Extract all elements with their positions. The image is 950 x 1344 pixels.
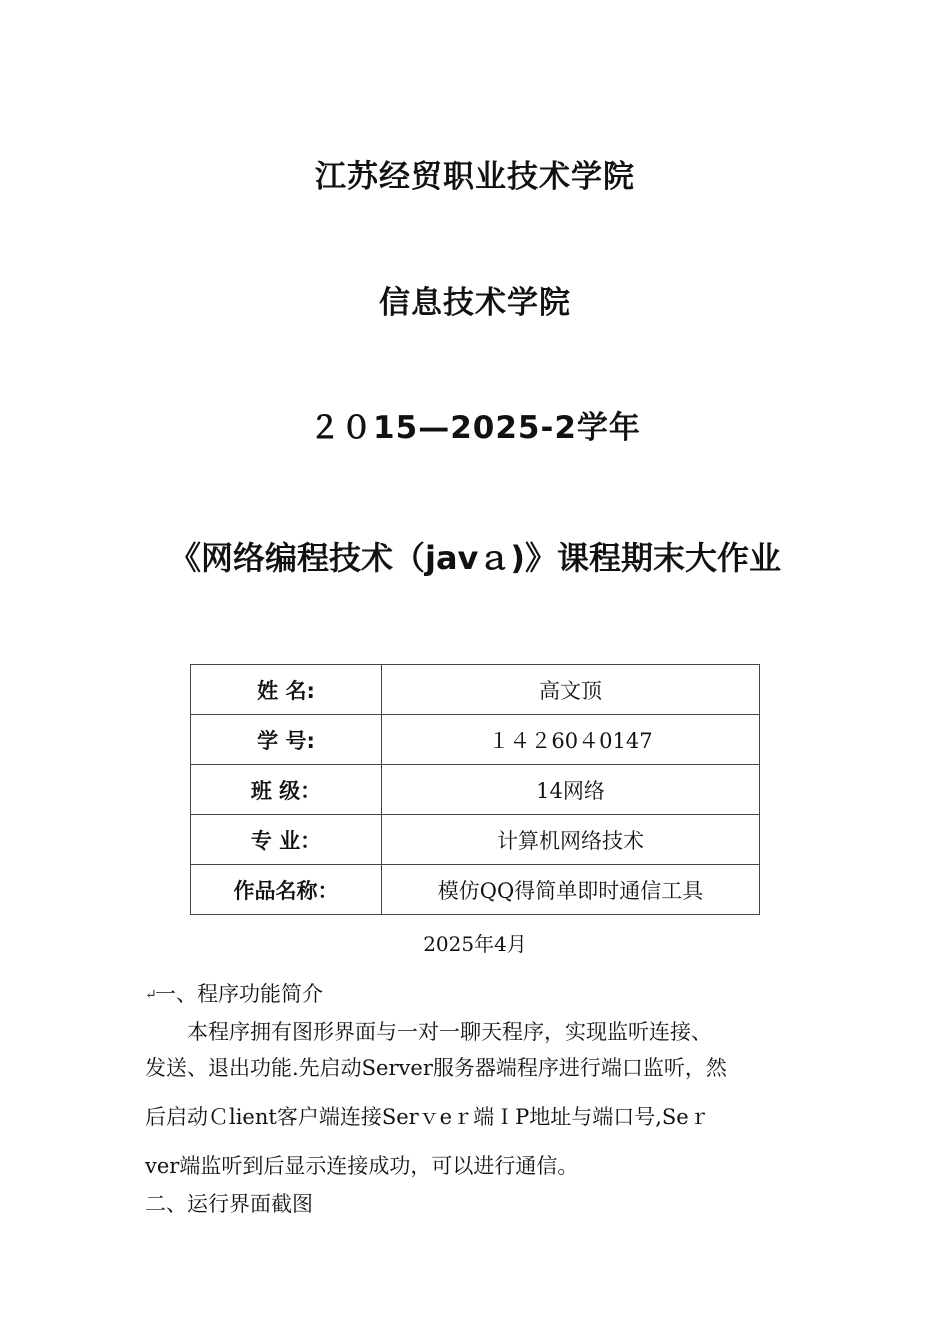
document-date: 2025年4月: [423, 932, 527, 956]
table-row: [191, 765, 760, 815]
student-info-table: [190, 664, 760, 915]
name-value: 高文顶: [382, 665, 760, 715]
major-value: 计算机网络技术: [382, 815, 760, 865]
paragraph-line: 发送、退出功能.先启动Server服务器端程序进行端口监听，然: [145, 1056, 727, 1080]
table-row: [191, 815, 760, 865]
table-row: [191, 665, 760, 715]
student-id-label: 学 号:: [191, 715, 382, 765]
course-title: 《网络编程技术（javａ)》课程期末大作业: [168, 539, 782, 577]
class-value: 14网络: [382, 765, 760, 815]
section-heading-screenshots: 二、运行界面截图: [145, 1192, 313, 1216]
table-row: [191, 715, 760, 765]
paragraph-mark-icon: ↵: [145, 987, 157, 1003]
class-label: 班 级：: [191, 765, 382, 815]
name-label: 姓 名:: [191, 665, 382, 715]
academic-year-title: ２０15—2025-2学年: [309, 410, 641, 446]
major-label: 专 业：: [191, 815, 382, 865]
paragraph-line: 后启动Ｃlient客户端连接Serｖeｒ端ＩP地址与端口号,Seｒ: [145, 1105, 710, 1129]
table-row: [191, 865, 760, 915]
paragraph-line: ver端监听到后显示连接成功，可以进行通信。: [145, 1154, 579, 1178]
college-title: 江苏经贸职业技术学院: [315, 159, 635, 195]
student-id-value: １４２60４0147: [382, 715, 760, 765]
section-heading-intro: [145, 980, 323, 1009]
section-heading-text: 一、程序功能简介: [155, 982, 323, 1006]
work-name-label: 作品名称：: [191, 865, 382, 915]
paragraph-line: 本程序拥有图形界面与一对一聊天程序，实现监听连接、: [145, 1020, 712, 1044]
school-title: 信息技术学院: [379, 285, 571, 321]
work-name-value: 模仿QQ得简单即时通信工具: [382, 865, 760, 915]
